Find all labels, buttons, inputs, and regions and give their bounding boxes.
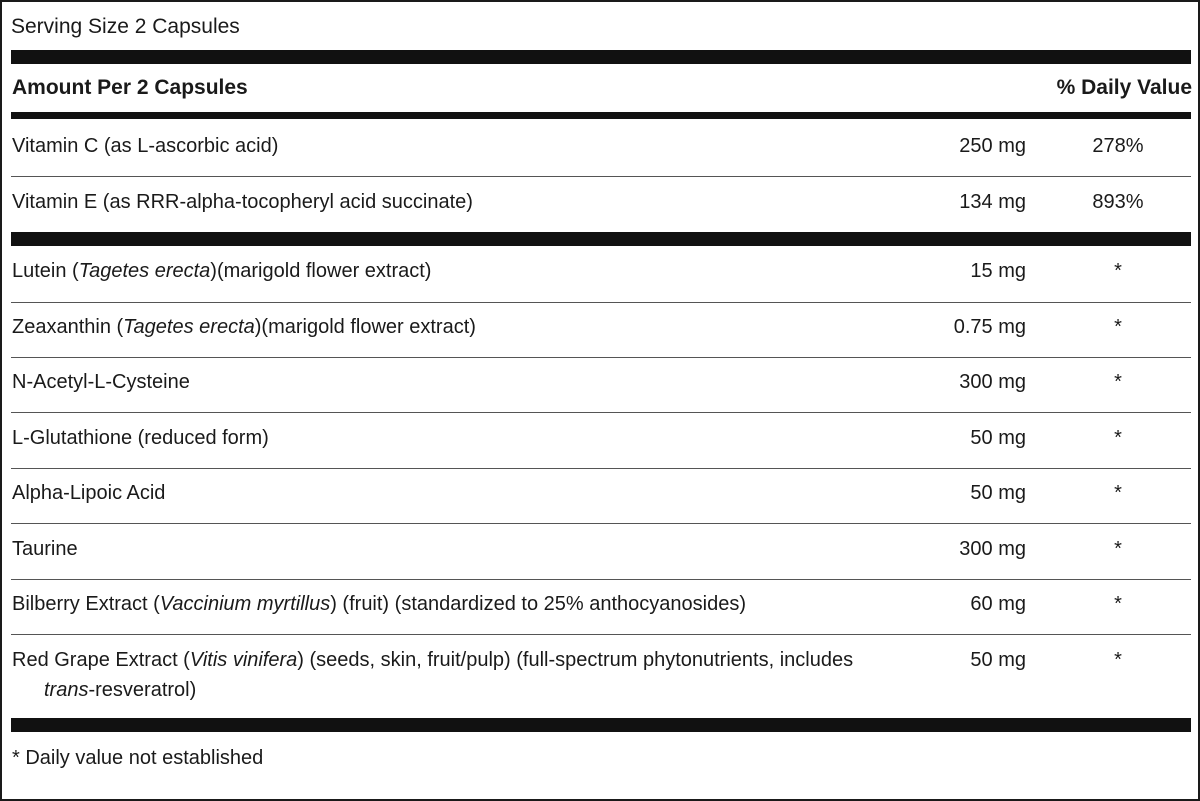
row-divider bbox=[11, 468, 1191, 469]
ingredient-name: Alpha-Lipoic Acid bbox=[12, 482, 166, 504]
ingredient-amount: 50 mg bbox=[970, 427, 1026, 449]
serving-size: Serving Size 2 Capsules bbox=[11, 15, 240, 38]
ingredient-daily-value: * bbox=[1114, 260, 1122, 282]
footnote: * Daily value not established bbox=[12, 747, 264, 769]
daily-value-header: % Daily Value bbox=[1056, 76, 1192, 99]
nutrient-daily-value: 893% bbox=[1092, 191, 1144, 213]
amount-header: Amount Per 2 Capsules bbox=[12, 76, 248, 99]
row-divider bbox=[11, 412, 1191, 413]
ingredient-daily-value: * bbox=[1114, 316, 1122, 338]
nutrient-daily-value: 278% bbox=[1092, 135, 1144, 157]
ingredient-amount: 300 mg bbox=[959, 371, 1026, 393]
ingredient-daily-value: * bbox=[1114, 371, 1122, 393]
ingredient-amount: 15 mg bbox=[970, 260, 1026, 282]
thick-divider bbox=[11, 50, 1191, 64]
ingredient-amount: 50 mg bbox=[970, 482, 1026, 504]
row-divider bbox=[11, 523, 1191, 524]
nutrient-amount: 250 mg bbox=[959, 135, 1026, 157]
row-divider bbox=[11, 176, 1191, 177]
ingredient-daily-value: * bbox=[1114, 538, 1122, 560]
nutrient-amount: 134 mg bbox=[959, 191, 1026, 213]
ingredient-amount: 300 mg bbox=[959, 538, 1026, 560]
ingredient-daily-value: * bbox=[1114, 593, 1122, 615]
thick-divider bbox=[11, 718, 1191, 732]
ingredient-amount: 60 mg bbox=[970, 593, 1026, 615]
ingredient-name: Red Grape Extract (Vitis vinifera) (seeds, skin, fruit/pulp) (full-spectrum phytonutrients, includes trans-resveratrol) bbox=[12, 649, 854, 701]
ingredient-name: L-Glutathione (reduced form) bbox=[12, 427, 269, 449]
ingredient-daily-value: * bbox=[1114, 427, 1122, 449]
ingredient-name: Taurine bbox=[12, 538, 78, 560]
row-divider bbox=[11, 634, 1191, 635]
row-divider bbox=[11, 357, 1191, 358]
nutrient-name: Vitamin C (as L-ascorbic acid) bbox=[12, 135, 279, 157]
ingredient-amount: 50 mg bbox=[970, 649, 1026, 671]
thick-divider bbox=[11, 232, 1191, 246]
row-divider bbox=[11, 579, 1191, 580]
nutrient-name: Vitamin E (as RRR-alpha-tocopheryl acid succinate) bbox=[12, 191, 473, 213]
medium-divider bbox=[11, 112, 1191, 119]
ingredient-name: N-Acetyl-L-Cysteine bbox=[12, 371, 190, 393]
ingredient-name: Bilberry Extract (Vaccinium myrtillus) (fruit) (standardized to 25% anthocyanosides) bbox=[12, 593, 746, 615]
ingredient-daily-value: * bbox=[1114, 649, 1122, 671]
ingredient-amount: 0.75 mg bbox=[953, 316, 1026, 338]
ingredient-daily-value: * bbox=[1114, 482, 1122, 504]
row-divider bbox=[11, 302, 1191, 303]
ingredient-name: Zeaxanthin (Tagetes erecta)(marigold flower extract) bbox=[12, 316, 476, 338]
ingredient-name: Lutein (Tagetes erecta)(marigold flower extract) bbox=[12, 260, 432, 282]
